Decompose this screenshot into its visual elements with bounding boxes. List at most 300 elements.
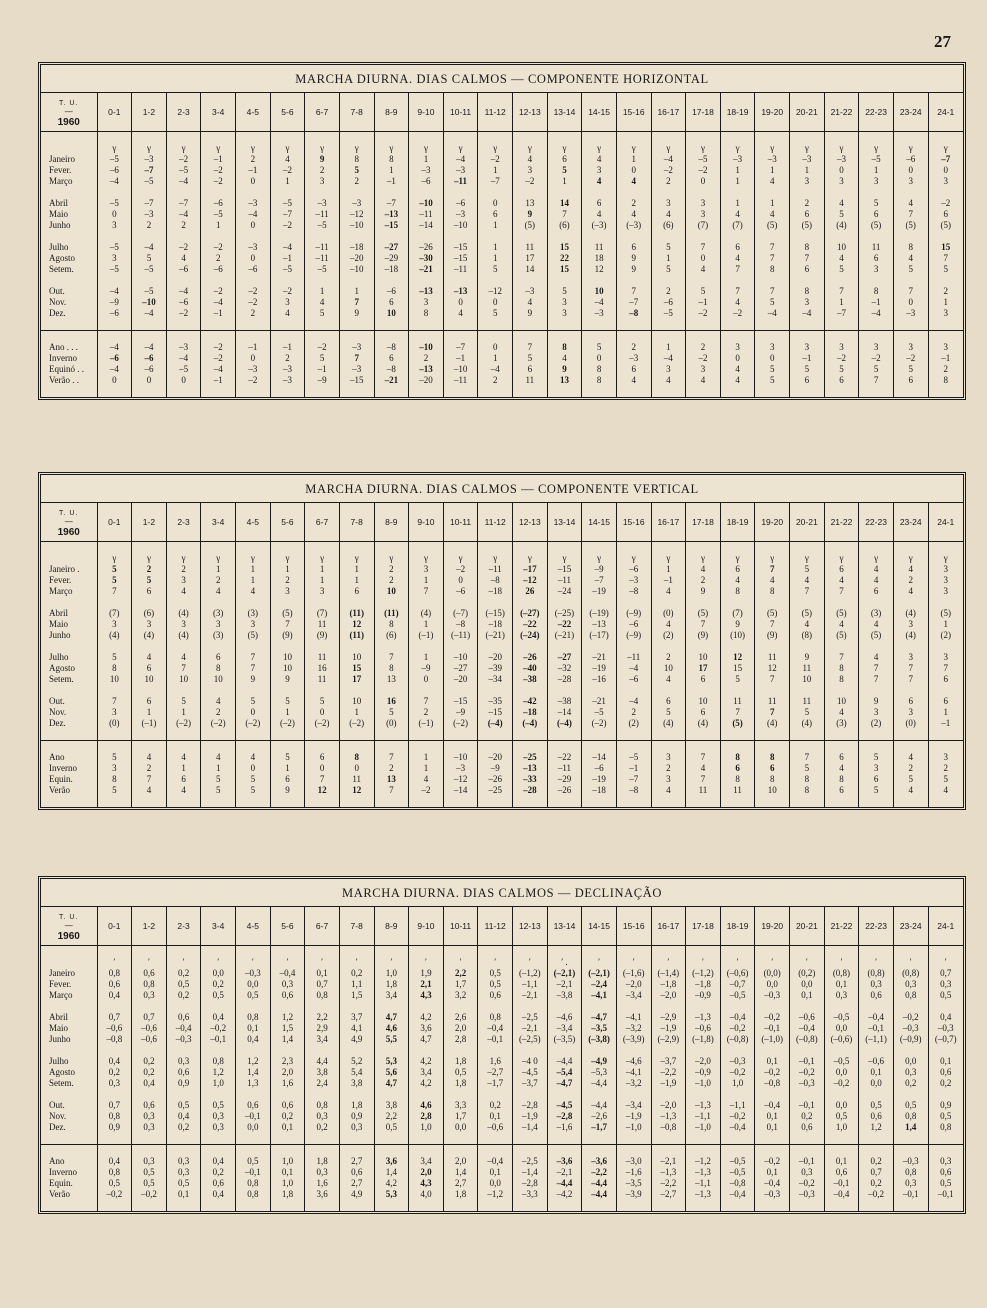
table-cell: 5 [513,353,548,364]
hour-column-header: 2-3 [166,93,201,132]
table-cell: (2) [928,630,963,641]
table-cell: 0 [720,353,755,364]
table-cell: 0,0 [790,979,825,990]
table-cell: (–2) [201,718,236,729]
unit-symbol: γ [478,143,513,154]
hour-column-header: 9-10 [409,907,444,946]
table-cell: –29 [547,774,582,785]
unit-symbol: γ [790,553,825,564]
table-cell: 13 [547,375,582,386]
table-cell: –5 [132,286,167,297]
table-cell: 0,6 [166,1012,201,1023]
hour-column-header: 9-10 [409,503,444,542]
table-cell: 0 [478,198,513,209]
table-cell: –4,6 [616,1056,651,1067]
table-cell: –2 [513,176,548,187]
table-cell: 1 [928,619,963,630]
unit-symbol: ′ [859,957,894,968]
table-cell: 3 [97,707,132,718]
table-cell: 6 [824,752,859,763]
table-cell: 7 [928,663,963,674]
table-cell: 0,3 [166,1156,201,1167]
table-cell: 3 [790,342,825,353]
hour-column-header: 4-5 [236,503,271,542]
table-cell: 0 [236,707,271,718]
table-cell: –1,9 [513,1111,548,1122]
table-cell: 5,3 [374,1189,409,1200]
table-cell: –0,7 [720,979,755,990]
table-cell: –3 [616,575,651,586]
table-cell: 0,6 [859,990,894,1001]
table-cell: 4 [201,586,236,597]
table-cell: 1 [478,353,513,364]
table-cell: 3 [928,652,963,663]
table-cell: –3,4 [616,990,651,1001]
table-cell: 4 [720,209,755,220]
table-cell: 3,8 [305,1067,340,1078]
table-cell: –40 [513,663,548,674]
table-cell: (3) [824,718,859,729]
row-label: Nov. [49,297,67,307]
row-label: Setem. [49,1078,74,1088]
table-cell: 1 [339,707,374,718]
table-cell: 3 [132,619,167,630]
table-cell: –0,2 [824,1078,859,1089]
table-cell: 0,1 [790,990,825,1001]
table-cell: –0,1 [755,1023,790,1034]
table-cell: 6 [616,242,651,253]
table-row [41,308,963,319]
table-cell: 3 [686,209,721,220]
table-cell: –6 [374,286,409,297]
table-cell: (–1,4) [651,968,686,979]
table-cell: (4) [409,608,444,619]
table-cell: –1,3 [686,1100,721,1111]
table-cell: –5,3 [582,1067,617,1078]
table-cell: 0,5 [478,968,513,979]
units-row [41,143,963,154]
table-cell: –4 [478,364,513,375]
table-cell: 7 [790,253,825,264]
unit-symbol: ′ [478,957,513,968]
table-cell: 0,1 [755,1122,790,1133]
table-cell: (4) [893,630,928,641]
unit-symbol: γ [893,553,928,564]
table-cell: (–11) [443,630,478,641]
table-cell: 0,2 [97,1067,132,1078]
table-cell: 8 [97,774,132,785]
table-cell: –13 [409,364,444,375]
table-cell: 5 [305,308,340,319]
year-label: 1960 [57,116,80,128]
table-cell: 4 [893,253,928,264]
table-cell: 3 [686,364,721,375]
table-cell: (–25) [547,608,582,619]
table-cell: 1 [720,198,755,209]
unit-symbol: γ [166,143,201,154]
table-cell: 2 [651,176,686,187]
table-cell: 2 [201,707,236,718]
table-cell: 0,4 [97,1056,132,1067]
table-cell: 0 [236,353,271,364]
table-cell: 0,0 [755,979,790,990]
unit-symbol: ′ [928,957,963,968]
table-cell: 3 [790,176,825,187]
table-cell: 11 [513,242,548,253]
table-cell: 0,2 [166,990,201,1001]
table-cell: –7 [478,176,513,187]
table-cell: –0,1 [790,1056,825,1067]
table-cell: 0,6 [270,1100,305,1111]
table-cell: 5 [478,264,513,275]
table-cell: (5) [859,220,894,231]
table-row [41,242,963,253]
table-cell: 3,4 [374,990,409,1001]
table-cell: 15 [547,242,582,253]
table-cell: –15 [478,707,513,718]
table-cell: 9 [236,674,271,685]
table-cell: –0,4 [720,1012,755,1023]
table-cell: 3,4 [305,1034,340,1045]
table-cell: 8 [720,752,755,763]
table-cell: 1,0 [201,1078,236,1089]
table-cell: 4 [720,575,755,586]
table-cell: 0,2 [132,1067,167,1078]
table-cell: 10 [755,785,790,796]
table-cell: 17 [686,663,721,674]
table-cell: –18 [478,586,513,597]
table-cell: –7 [582,575,617,586]
table-cell: 7 [720,286,755,297]
table-cell: 5 [859,364,894,375]
table-cell: –7 [824,308,859,319]
table-cell: 4 [166,785,201,796]
table-cell: 11 [582,242,617,253]
table-cell: 4 [790,619,825,630]
table-cell: 6 [582,198,617,209]
table-cell: (9) [305,630,340,641]
table-cell: 0,8 [893,1111,928,1122]
table-cell: 18 [582,253,617,264]
table-cell: 0,5 [166,979,201,990]
table-cell: 1 [201,763,236,774]
table-cell: –4 [859,308,894,319]
table-cell: 11 [720,696,755,707]
table-cell: 4 [513,154,548,165]
table-cell: 4 [166,586,201,597]
table-row [41,1012,963,1023]
table-cell: –0,6 [132,1034,167,1045]
row-label: Fever. [49,575,72,585]
table-cell: 0,9 [928,1100,963,1111]
table-cell: 0 [166,375,201,386]
table-cell: 0,3 [132,1111,167,1122]
table-cell: 1 [236,575,271,586]
table-cell: 3 [97,619,132,630]
table-cell: 6 [686,707,721,718]
table-cell: 4 [893,198,928,209]
table-row [41,785,963,796]
unit-symbol: γ [97,143,132,154]
table-cell: –2,1 [651,1156,686,1167]
table-row [41,564,963,575]
table-cell: 1 [409,752,444,763]
table-cell: –0,2 [720,1111,755,1122]
unit-symbol: γ [859,143,894,154]
table-cell: 3 [236,619,271,630]
table-cell: 7 [409,696,444,707]
unit-symbol: γ [582,553,617,564]
table-cell: 5 [305,353,340,364]
row-label: Agosto [49,253,76,263]
table-cell: –21 [582,652,617,663]
table-cell: 4,4 [305,1056,340,1067]
table-cell: 1 [270,564,305,575]
table-cell: 4,2 [409,1078,444,1089]
table-cell: 4 [720,253,755,264]
table-cell: 0,8 [893,1167,928,1178]
table-cell: –4,1 [616,1067,651,1078]
table-cell: 1,6 [305,1178,340,1189]
table-cell: –0,3 [236,968,271,979]
table-cell: 11 [513,375,548,386]
table-cell: 1 [270,707,305,718]
table-cell: –2 [305,342,340,353]
row-label: Equin. [49,774,73,784]
table-cell: 3 [755,342,790,353]
table-cell: –6 [582,763,617,774]
table-cell: 1 [409,763,444,774]
table-row [41,630,963,641]
table-cell: 10 [824,242,859,253]
table-cell: –9 [305,375,340,386]
table-cell: (9) [755,630,790,641]
table-cell: 3 [305,176,340,187]
table-cell: 4 [651,375,686,386]
table-cell: 1,1 [339,979,374,990]
table-cell: 4 [166,253,201,264]
table-cell: 0,3 [893,1178,928,1189]
table-cell: –2,1 [547,979,582,990]
table-cell: –0,6 [790,1012,825,1023]
unit-symbol: γ [790,143,825,154]
table-cell: 5,6 [374,1067,409,1078]
table-cell: 12 [582,264,617,275]
table-cell: 4 [893,785,928,796]
unit-symbol: γ [97,553,132,564]
unit-symbol: γ [305,143,340,154]
table-cell: 5 [305,696,340,707]
table-cell: 6 [755,763,790,774]
table-cell: 1 [928,707,963,718]
table-cell: (0) [651,608,686,619]
table-cell: –1 [928,353,963,364]
table-cell: 8 [755,774,790,785]
table-cell: 7 [893,674,928,685]
table-cell: 1 [616,154,651,165]
table-cell: 0,4 [166,1111,201,1122]
table-cell: 4 [270,154,305,165]
table-cell: 0,2 [270,1111,305,1122]
table-cell: 0,3 [166,1056,201,1067]
table-cell: –2,0 [651,1100,686,1111]
table-cell: (–3,5) [547,1034,582,1045]
table-cell: 1 [270,763,305,774]
table-cell: –12 [513,575,548,586]
table-cell: 11 [790,663,825,674]
row-label: Dez. [49,1122,66,1132]
table-cell: –7 [928,154,963,165]
table-cell: 2,6 [443,1012,478,1023]
table-cell: –26 [478,774,513,785]
table-cell: –4,4 [547,1178,582,1189]
table-cell: 5 [755,375,790,386]
table-cell: 3 [859,763,894,774]
table-cell: 0,3 [132,1122,167,1133]
table-cell: 10 [374,586,409,597]
table-cell: –6 [236,264,271,275]
table-cell: –2 [236,375,271,386]
table-cell: 6 [824,785,859,796]
table-cell: 5 [686,286,721,297]
table-cell: (7) [720,608,755,619]
unit-symbol: γ [270,143,305,154]
table-cell: –3,6 [582,1156,617,1167]
hour-column-header: 0-1 [97,503,132,542]
table-cell: –0,4 [859,1012,894,1023]
table-cell: –1 [236,165,271,176]
table-cell: –2 [686,353,721,364]
table-cell: (–3,8) [582,1034,617,1045]
table-cell: –0,4 [720,1122,755,1133]
table-cell: –17 [513,564,548,575]
table-row [41,979,963,990]
table-cell: (–1) [409,718,444,729]
table-cell: 8 [790,286,825,297]
table-cell: –5 [166,364,201,375]
table-cell: 7 [270,619,305,630]
row-label: Maio [49,209,68,219]
unit-symbol: γ [582,143,617,154]
table-cell: –7 [616,774,651,785]
table-cell: 3 [270,586,305,597]
hour-column-header: 7-8 [339,503,374,542]
table-cell: –2 [201,286,236,297]
table-cell: 5 [651,264,686,275]
unit-symbol: ′ [755,957,790,968]
year-label: 1960 [57,526,80,538]
table-cell: 4 [651,674,686,685]
table-cell: 0,0 [443,1122,478,1133]
table-cell: –12 [443,774,478,785]
table-cell: –5 [97,154,132,165]
table-cell: (–1,6) [616,968,651,979]
table-cell: 2 [409,707,444,718]
table-cell: –1,1 [686,1111,721,1122]
table-cell: 6 [686,674,721,685]
table-cell: 5,4 [339,1067,374,1078]
table-row [41,674,963,685]
table-cell: (–0,7) [928,1034,963,1045]
table-cell: –2 [270,220,305,231]
table-cell: 3 [893,652,928,663]
unit-symbol: γ [755,553,790,564]
table-cell: 0,6 [859,1111,894,1122]
table-cell: –33 [513,774,548,785]
tu-label: T. U. [59,913,79,921]
table-cell: 5 [374,707,409,718]
table-cell: 0,4 [928,1012,963,1023]
table-row [41,297,963,308]
table-cell: –13 [443,286,478,297]
table-row [41,608,963,619]
table-cell: 7 [859,663,894,674]
table-cell: (–19) [582,608,617,619]
unit-symbol: γ [478,553,513,564]
table-cell: (10) [720,630,755,641]
table-cell: –0,9 [686,990,721,1001]
table-cell: –6 [132,353,167,364]
table-cell: 3 [547,308,582,319]
table-cell: 1 [201,564,236,575]
table-row [41,696,963,707]
table-cell: –12 [478,286,513,297]
table-cell: –0,8 [755,1078,790,1089]
table-cell: 7 [859,375,894,386]
table-cell: 0,1 [305,968,340,979]
table-cell: 11 [305,652,340,663]
table-cell: –3 [236,198,271,209]
table-cell: 0,3 [270,979,305,990]
table-cell: –13 [409,286,444,297]
table-cell: 1,6 [270,1078,305,1089]
table-cell: –1 [616,763,651,774]
table-cell: –7 [166,198,201,209]
unit-symbol: ′ [132,957,167,968]
table-cell: 2,2 [374,1111,409,1122]
table-cell: 9 [720,619,755,630]
table-cell: 0,1 [270,1122,305,1133]
table-cell: 1,8 [374,979,409,990]
table-cell: –7 [616,297,651,308]
table-cell: (6) [651,220,686,231]
table-row [41,707,963,718]
table-cell: 2,0 [409,1167,444,1178]
row-label: Junho [49,1034,71,1044]
table-cell: –3,5 [582,1023,617,1034]
table-cell: 10 [651,663,686,674]
table-cell: 0,5 [166,1178,201,1189]
hour-column-header: 15-16 [616,93,651,132]
table-cell: –4 [582,297,617,308]
table-cell: 7 [616,286,651,297]
table-cell: 1,7 [443,979,478,990]
table-cell: 9 [859,696,894,707]
table-cell: 2 [374,763,409,774]
table-cell: 0,0 [478,1178,513,1189]
table-cell: 8 [374,619,409,630]
row-label: Out. [49,286,65,296]
table-cell: 0,6 [132,1100,167,1111]
table-cell: 8 [374,154,409,165]
table-cell: –15 [374,220,409,231]
table-cell: 3 [651,364,686,375]
hour-column-header: 3-4 [201,93,236,132]
row-label: Abril [49,198,68,208]
table-cell: 3 [720,342,755,353]
unit-symbol: ′ [582,957,617,968]
table-cell: (–2) [270,718,305,729]
